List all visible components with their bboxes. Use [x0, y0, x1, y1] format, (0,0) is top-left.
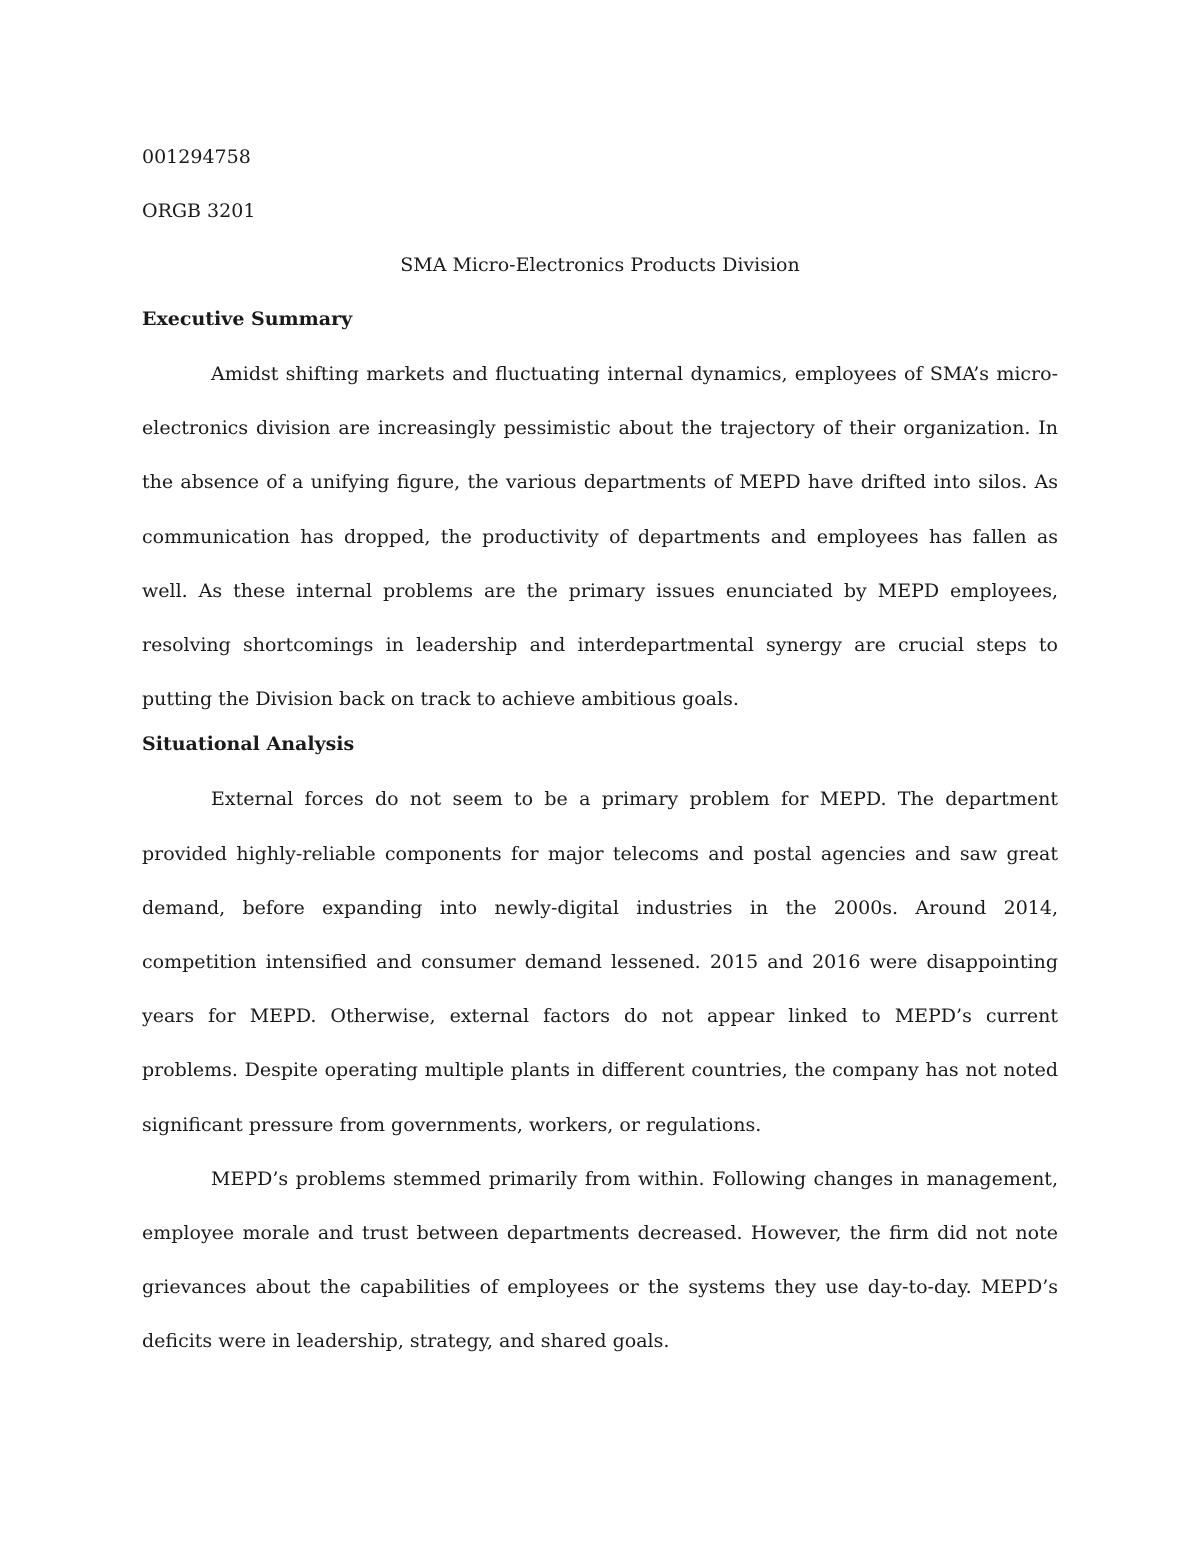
document-body — [142, 139, 1058, 1369]
executive-summary-paragraph: Amidst shifting markets and fluctuating internal dynamics, employees of SMA’s micro-electronics division are increasingly pessimistic about the trajectory of their organization. In the absence of a unifying figure, the various departments of MEPD have drifted into silos. As communication has dropped, the productivity of departments and employees has fallen as well. As these internal problems are the primary issues enunciated by MEPD employees, resolving shortcomings in leadership and interdepartmental synergy are crucial steps to putting the Division back on track to achieve ambitious goals. — [142, 363, 1058, 711]
course-code: ORGB 3201 — [142, 200, 256, 222]
section-heading-executive-summary: Executive Summary — [142, 308, 353, 330]
document-title: SMA Micro-Electronics Products Division — [400, 254, 800, 276]
section-heading-situational-analysis: Situational Analysis — [142, 733, 355, 756]
student-id: 001294758 — [142, 146, 251, 168]
situational-analysis-paragraph-2: MEPD’s problems stemmed primarily from within. Following changes in management, employee morale and trust between departments decreased. However, the firm did not note grievances about the capabilities of employees or the systems they use day-to-day. MEPD’s deficits were in leadership, strategy, and shared goals. — [142, 1167, 1058, 1353]
situational-analysis-paragraph-1: External forces do not seem to be a primary problem for MEPD. The department provided highly-reliable components for major telecoms and postal agencies and saw great demand, before expanding into newly-digital industries in the 2000s. Around 2014, competition intensified and consumer demand lessened. 2015 and 2016 were disappointing years for MEPD. Otherwise, external factors do not appear linked to MEPD’s current problems. Despite operating multiple plants in different countries, the company has not noted significant pressure from governments, workers, or regulations. — [142, 788, 1058, 1136]
